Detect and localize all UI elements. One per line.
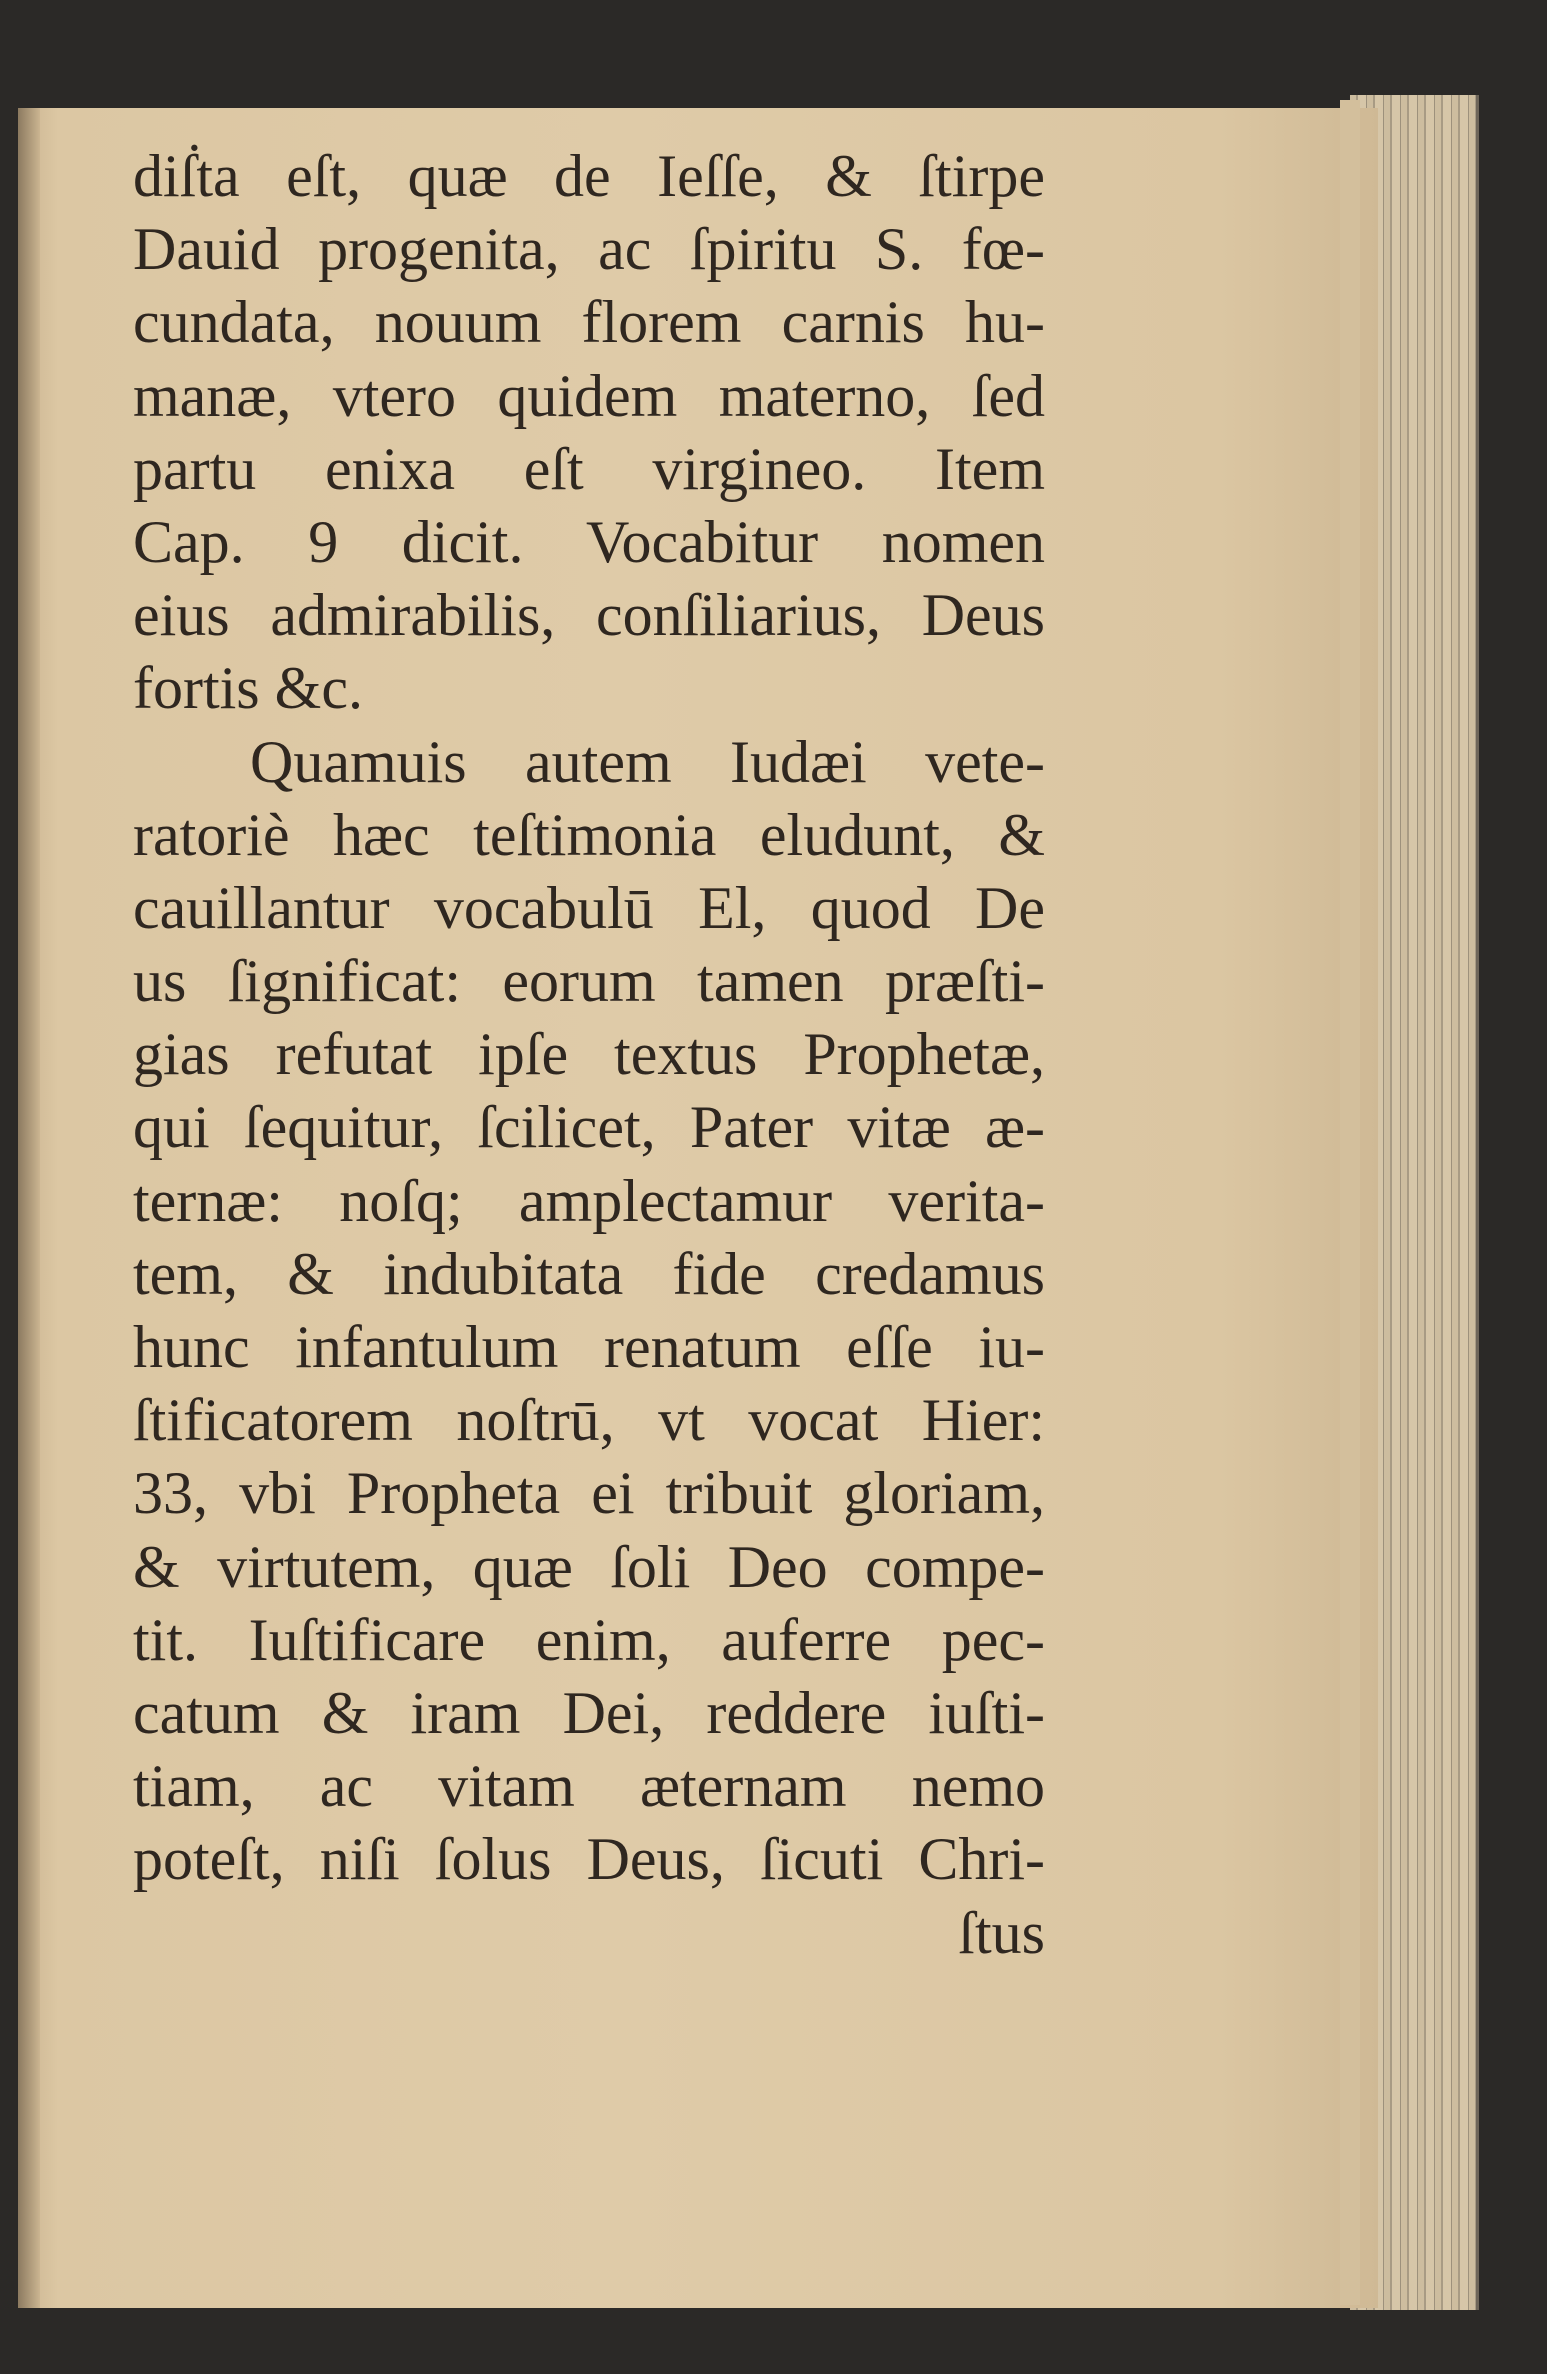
text-line: cauillantur vocabulū El, quod De — [133, 874, 1045, 941]
text-line: tiam, ac vitam æternam nemo — [133, 1753, 1045, 1820]
text-line: diẛta eſt, quæ de Ieſſe, & ſtirpe — [133, 143, 1045, 209]
paragraph-start-line: Quamuis autem Iudæi vete- — [250, 728, 1045, 795]
text-line: ratoriè hæc teſtimonia eludunt, & — [133, 801, 1045, 868]
text-line: manæ, vtero quidem materno, ſed — [133, 362, 1045, 429]
page-edge — [1340, 100, 1360, 2305]
catchword: ſtus — [958, 1899, 1045, 1966]
text-line: tit. Iuſtificare enim, auferre pec- — [133, 1606, 1045, 1673]
page-text — [133, 140, 1045, 1970]
text-line: Cap. 9 dicit. Vocabitur nomen — [133, 508, 1045, 575]
text-line: poteſt, niſi ſolus Deus, ſicuti Chri- — [133, 1826, 1045, 1893]
text-line: tem, & indubitata fide credamus — [133, 1240, 1045, 1307]
text-line: 33, vbi Propheta ei tribuit gloriam, — [133, 1460, 1045, 1527]
text-line: eius admirabilis, conſiliarius, Deus — [133, 582, 1045, 649]
text-line: & virtutem, quæ ſoli Deo compe- — [133, 1533, 1045, 1600]
text-line: fortis &c. — [133, 655, 363, 722]
text-line: ſtificatorem noſtrū, vt vocat Hier: — [133, 1387, 1045, 1454]
text-line: hunc infantulum renatum eſſe iu- — [133, 1314, 1045, 1380]
text-line: gias refutat ipſe textus Prophetæ, — [133, 1021, 1045, 1088]
text-line: ternæ: noſq; amplectamur verita- — [133, 1167, 1045, 1234]
text-line: Dauid progenita, ac ſpiritu S. fœ- — [133, 216, 1045, 283]
text-line: us ſignificat: eorum tamen præſti- — [133, 948, 1045, 1015]
text-line: catum & iram Dei, reddere iuſti- — [133, 1679, 1045, 1746]
book-gutter — [18, 108, 40, 2308]
text-line: cundata, nouum florem carnis hu- — [133, 289, 1045, 356]
text-line: qui ſequitur, ſcilicet, Pater vitæ æ- — [133, 1094, 1045, 1161]
text-line: partu enixa eſt virgineo. Item — [133, 435, 1045, 502]
